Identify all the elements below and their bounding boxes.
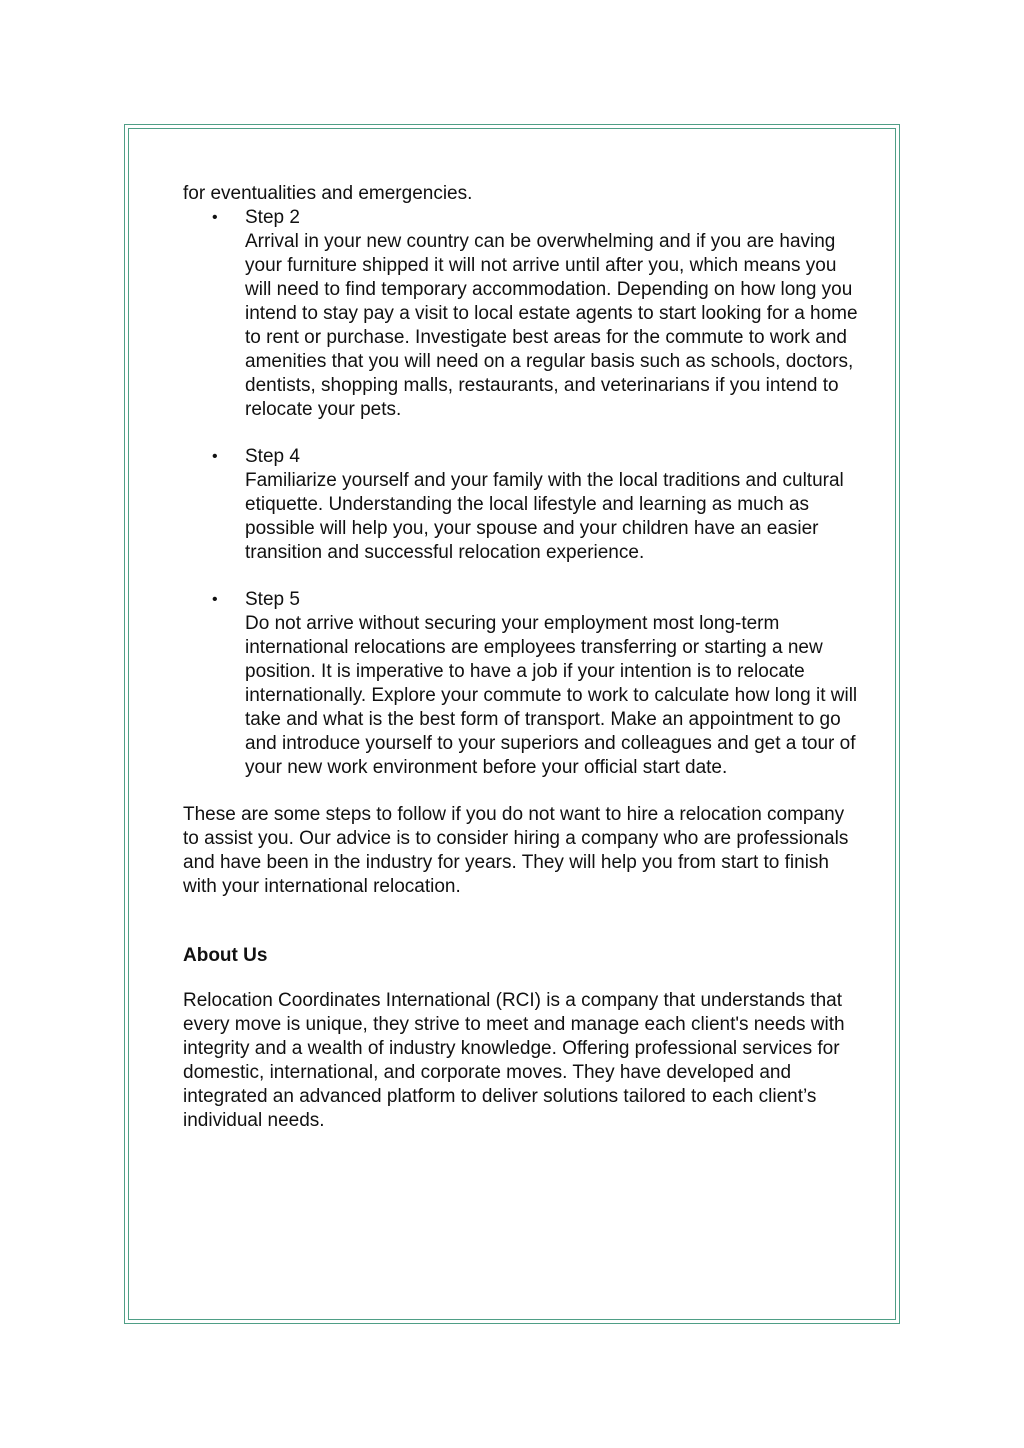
step-4-item	[183, 445, 863, 565]
about-us-heading: About Us	[183, 945, 268, 966]
about-us-paragraph: Relocation Coordinates International (RCI) is a company that understands that every move is unique, they strive to meet and manage each client's needs with integrity and a wealth of industry knowledge. Offering professional services for domestic, international, and corporate moves. They have developed and integrated an advanced platform to deliver solutions tailored to each client’s individual needs.	[183, 990, 845, 1131]
bullet-icon: •	[212, 448, 218, 465]
step-description: Arrival in your new country can be overwhelming and if you are having your furniture shipped it will not arrive until after you, which means you will need to find temporary accommodation. Depending on how long you intend to stay pay a visit to local estate agents to start looking for a home to rent or purchase. Investigate best areas for the commute to work and amenities that you will need on a regular basis such as schools, doctors, dentists, shopping malls, restaurants, and veterinarians if you intend to relocate your pets.	[245, 231, 858, 420]
step-2-item	[183, 206, 863, 422]
continued-text: for eventualities and emergencies.	[183, 183, 473, 204]
bullet-icon: •	[212, 209, 218, 226]
step-description: Do not arrive without securing your employment most long-term international relocations are employees transferring or starting a new position. It is imperative to have a job if your intention is to relocate internationally. Explore your commute to work to calculate how long it will take and what is the best form of transport. Make an appointment to go and introduce yourself to your superiors and colleagues and get a tour of your new work environment before your official start date.	[245, 613, 858, 778]
steps-list	[183, 206, 863, 780]
step-title: Step 5	[245, 589, 300, 610]
bullet-icon: •	[212, 591, 218, 608]
step-5-item	[183, 588, 863, 780]
closing-paragraph: These are some steps to follow if you do not want to hire a relocation company to assist you. Our advice is to consider hiring a company who are professionals and have been in the industry for years. They will help you from start to finish with your international relocation.	[183, 804, 849, 897]
step-title: Step 4	[245, 446, 300, 467]
step-description: Familiarize yourself and your family with the local traditions and cultural etiquette. Understanding the local lifestyle and learning as much as possible will help you, your spouse and your children have an easier transition and successful relocation experience.	[245, 470, 844, 563]
step-title: Step 2	[245, 207, 300, 228]
document-content	[183, 182, 863, 1133]
